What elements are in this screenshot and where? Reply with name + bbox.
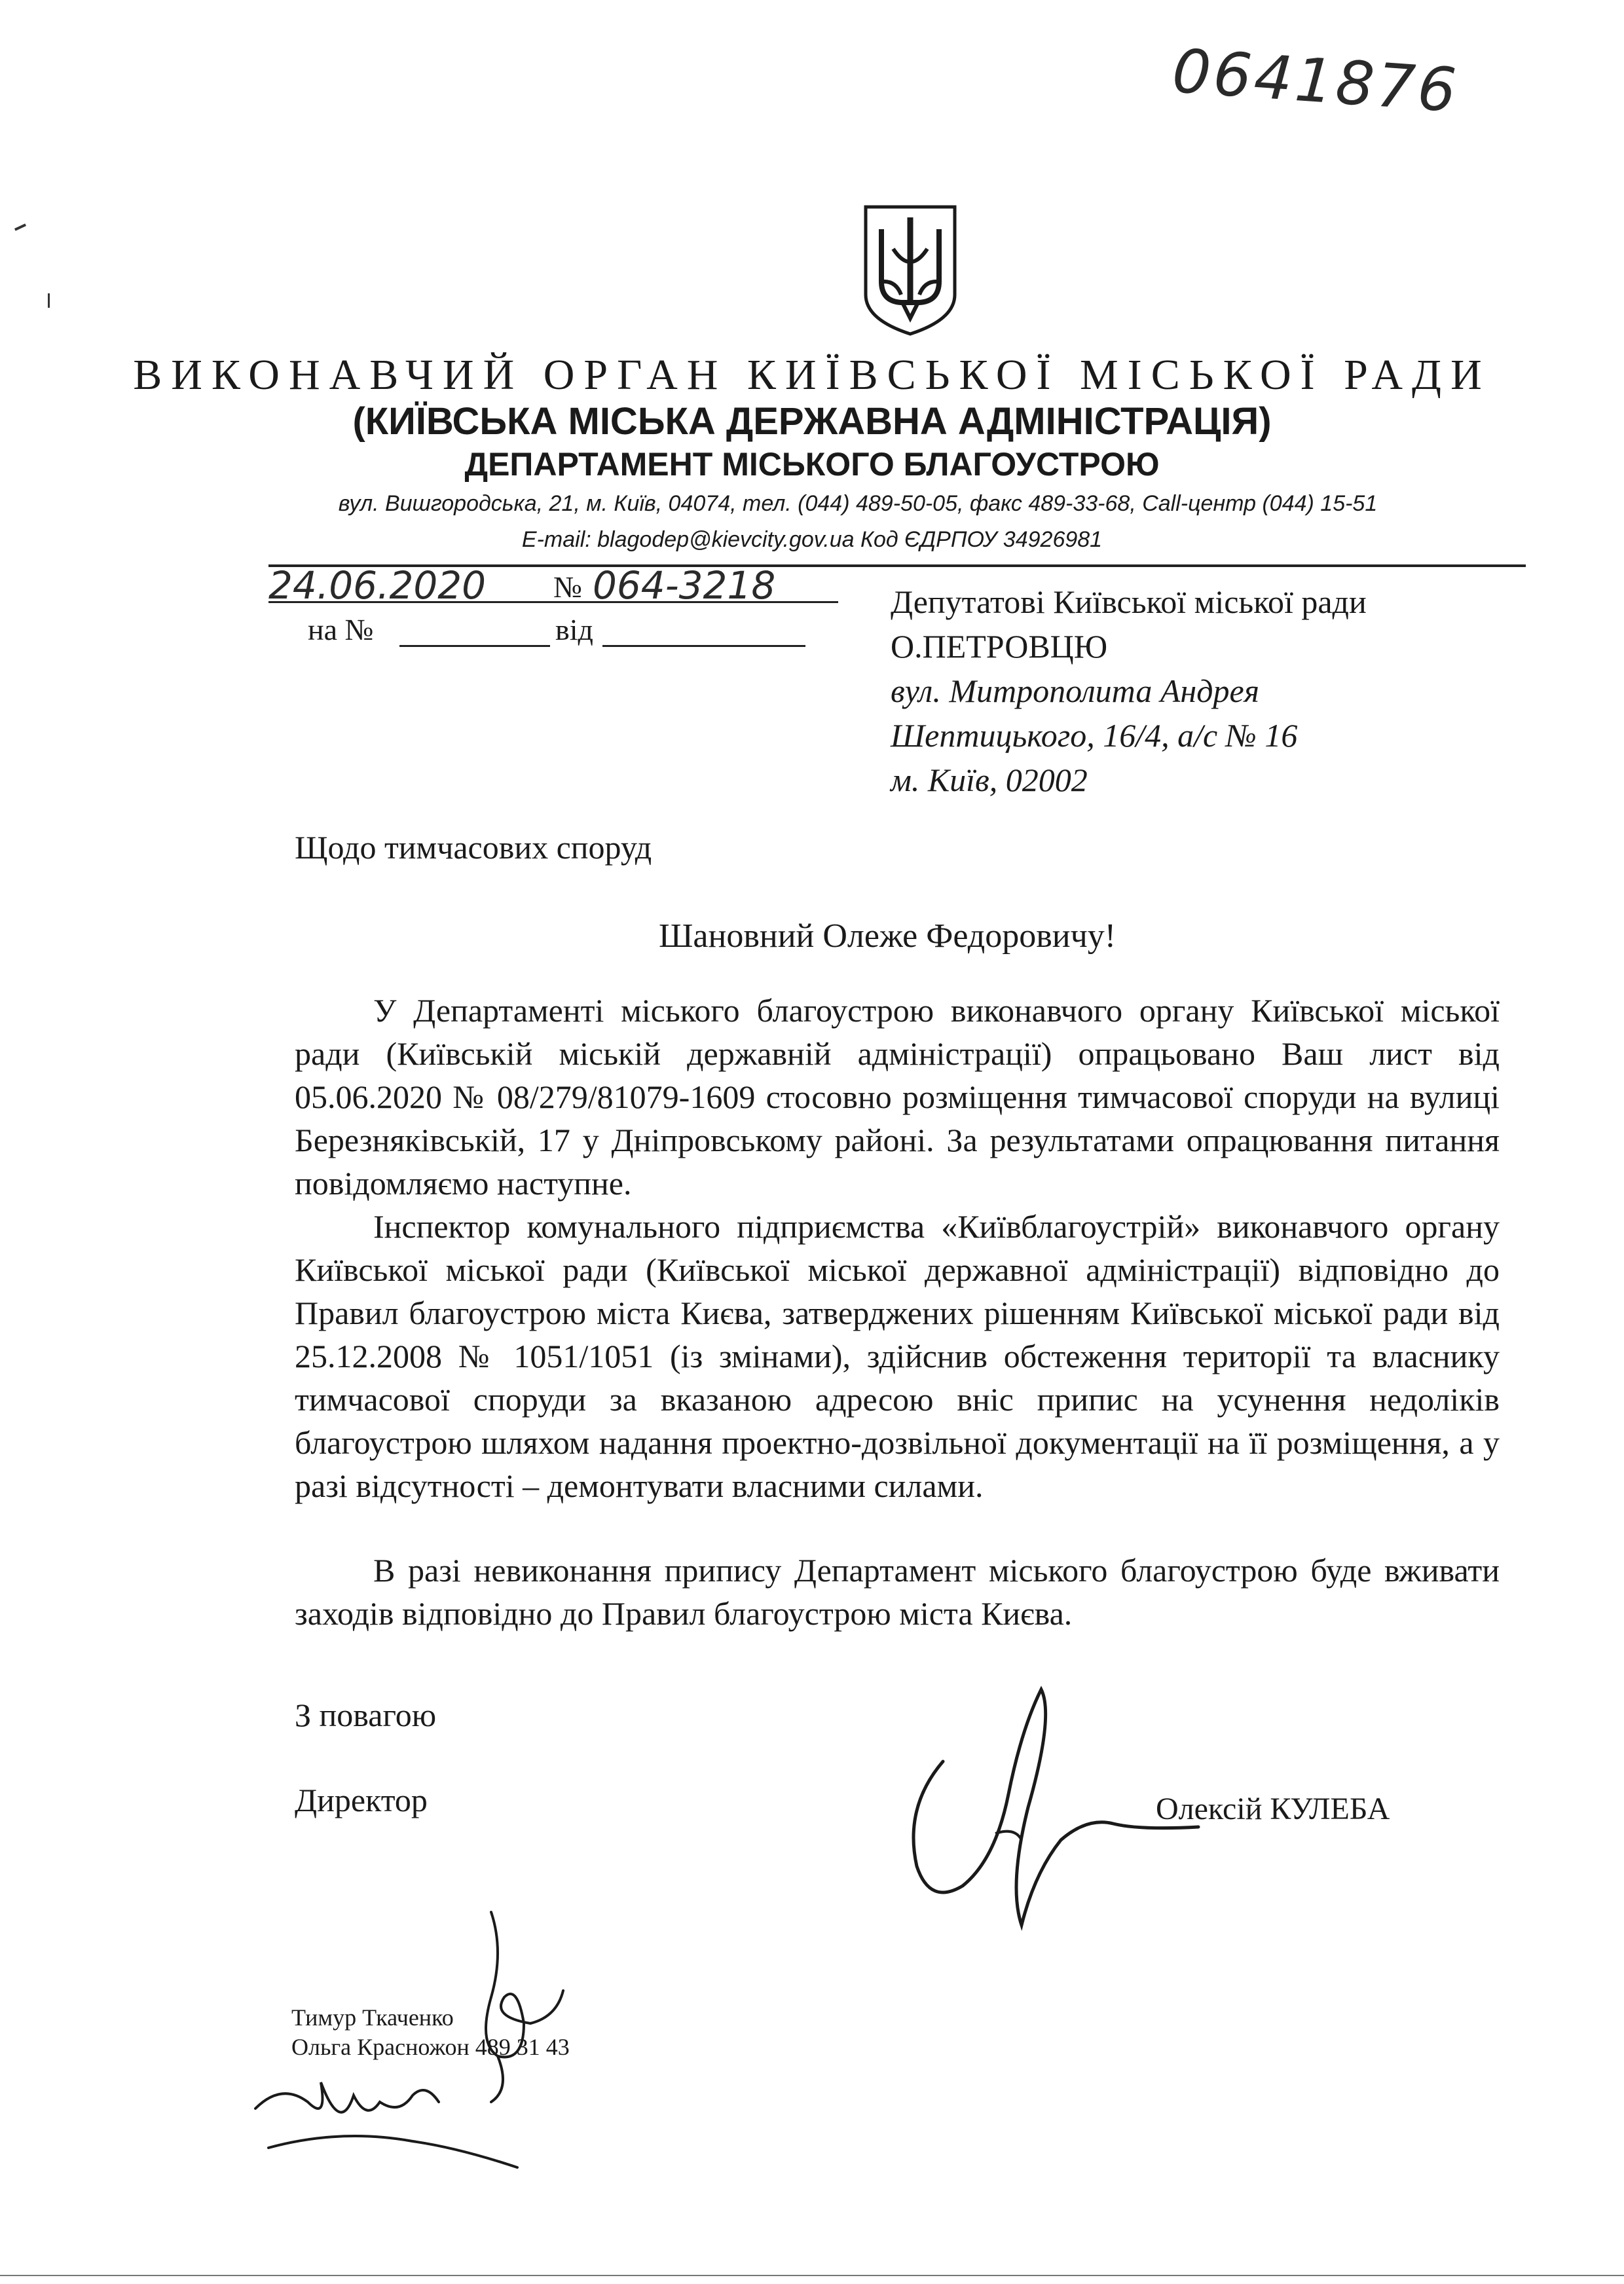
department-name: ДЕПАРТАМЕНТ МІСЬКОГО БЛАГОУСТРОЮ [464,446,1160,483]
letter-subject: Щодо тимчасових споруд [295,829,652,866]
registration-number: 064-3218 [593,563,776,608]
addressee-street: вул. Митрополита Андрея [891,672,1259,709]
reference-number-label: на № [308,613,374,646]
body-paragraph: В разі невиконання припису Департамент міського благоустрою буде вживати заходів відповідно до Правил благоустрою міста Києва. [295,1552,1500,1632]
signatory-position: Директор [295,1782,428,1818]
addressee-name: О.ПЕТРОВЦЮ [891,628,1108,665]
closing-regards: З повагою [295,1697,437,1733]
executor-name: Тимур Ткаченко [291,2004,454,2031]
contact-email: E-mail: blagodep@kievcity.gov.ua Код ЄДРПОУ 34926981 [521,527,1103,552]
organization-subtitle: (КИЇВСЬКА МІСЬКА ДЕРЖАВНА АДМІНІСТРАЦІЯ) [352,400,1272,443]
executor-signature [242,2056,530,2187]
organization-name: ВИКОНАВЧИЙ ОРГАН КИЇВСЬКОЇ МІСЬКОЇ РАДИ [133,351,1491,399]
signatory-name: Олексій КУЛЕБА [1156,1792,1390,1826]
body-paragraph: Інспектор комунального підприємства «Київблагоустрій» виконавчого органу Київської міської ради (Київської міської державної адміністрації) відповідно до Правил благоустрою міста Києва, затверджених рішенням Київської міської ради від 25.12.2008 № 1051/1051 (із змінами), здійснив обстеження території та власнику тимчасової споруди за вказаною адресою вніс припис на усунення недоліків благоустрою шляхом надання проектно-дозвільної документації на її розміщення, а у разі відсутності – демонтувати власними силами. [295,1208,1500,1504]
scan-edge [0,2275,1624,2276]
reference-number-blank [399,645,550,647]
coat-of-arms-trident-icon [862,203,959,337]
reference-date-label: від [555,613,593,646]
addressee-city: м. Київ, 02002 [891,762,1088,798]
salutation: Шановний Олеже Федоровичу! [658,917,1116,955]
registration-number-label: № [553,570,582,604]
registration-date: 24.06.2020 [268,563,487,608]
scan-mark [14,223,26,230]
reference-date-blank [602,645,805,647]
incoming-number-handwritten: 0641876 [1170,35,1461,126]
body-paragraph: У Департаменті міського благоустрою виконавчого органу Київської міської ради (Київській міській державній адміністрації) опрацьовано Ваш лист від 05.06.2020 № 08/279/81079-1609 стосовно розміщення тимчасової споруди на вулиці Березняківській, 17 у Дніпровському районі. За результатами опрацювання питання повідомляємо наступне. [295,992,1500,1202]
contact-address: вул. Вишгородська, 21, м. Київ, 04074, тел. (044) 489-50-05, факс 489-33-68, Call-центр (044) 15-51 [338,491,1378,516]
executor-contact: Ольга Красножон 489 31 43 [291,2034,570,2060]
addressee-block [891,580,1367,802]
addressee-title: Депутатові Київської міської ради [891,583,1367,620]
registration-underline [268,601,838,603]
addressee-building: Шептицького, 16/4, а/с № 16 [891,717,1298,754]
scan-mark [48,293,50,308]
